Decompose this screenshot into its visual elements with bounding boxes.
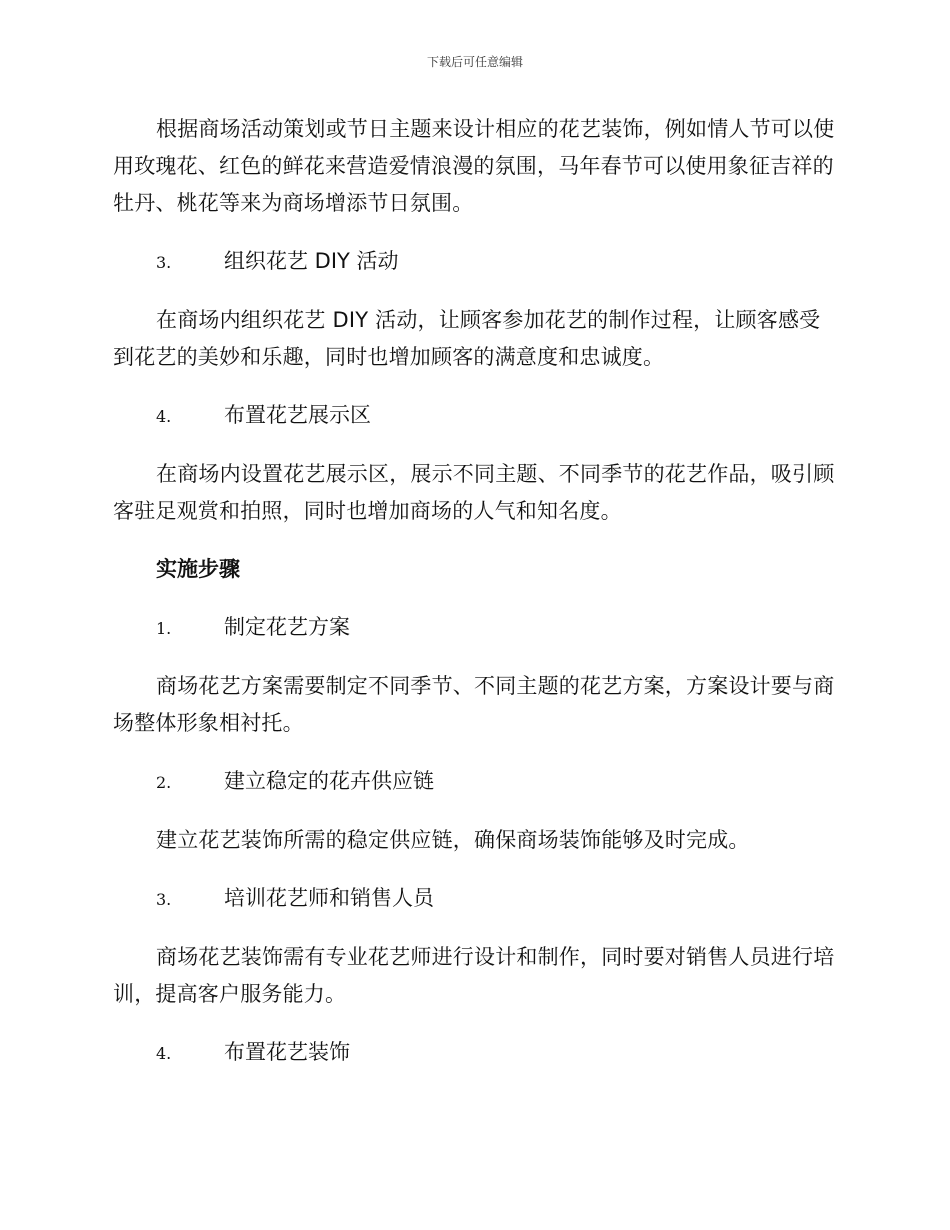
paragraph-diy-activity: 在商场内组织花艺 DIY 活动，让顾客参加花艺的制作过程，让顾客感受到花艺的美妙和乐趣，同时也增加顾客的满意度和忠诚度。 xyxy=(113,308,821,369)
paragraph-supply-chain: 建立花艺装饰所需的稳定供应链，确保商场装饰能够及时完成。 xyxy=(156,828,750,852)
list-number: 1. xyxy=(156,619,172,638)
list-number: 3. xyxy=(156,253,172,272)
list-item-label: 培训花艺师和销售人员 xyxy=(224,886,434,910)
list-item-display-area xyxy=(156,397,838,435)
list-number: 2. xyxy=(156,773,172,792)
list-item-label: 制定花艺方案 xyxy=(224,615,350,639)
section-heading-implementation: 实施步骤 xyxy=(156,557,240,581)
list-number: 3. xyxy=(156,890,172,909)
list-item-label: 布置花艺展示区 xyxy=(224,403,371,427)
list-item-plan xyxy=(156,609,838,647)
list-item-decoration xyxy=(156,1034,838,1072)
list-number: 4. xyxy=(156,1044,172,1063)
list-item-label: 组织花艺 DIY 活动 xyxy=(224,249,399,273)
paragraph-display-area: 在商场内设置花艺展示区，展示不同主题、不同季节的花艺作品，吸引顾客驻足观赏和拍照，同时也增加商场的人气和知名度。 xyxy=(113,462,835,523)
list-item-training xyxy=(156,880,838,918)
page-header: 下载后可任意编辑 xyxy=(426,55,523,69)
list-item-label: 建立稳定的花卉供应链 xyxy=(224,769,434,793)
list-number: 4. xyxy=(156,407,172,426)
paragraph-theme-design: 根据商场活动策划或节日主题来设计相应的花艺装饰，例如情人节可以使用玫瑰花、红色的鲜花来营造爱情浪漫的氛围，马年春节可以使用象征吉祥的牡丹、桃花等来为商场增添节日氛围。 xyxy=(113,117,835,215)
list-item-label: 布置花艺装饰 xyxy=(224,1040,350,1064)
paragraph-plan: 商场花艺方案需要制定不同季节、不同主题的花艺方案，方案设计要与商场整体形象相衬托。 xyxy=(113,674,835,735)
list-item-supply-chain xyxy=(156,763,838,801)
paragraph-training: 商场花艺装饰需有专业花艺师进行设计和制作，同时要对销售人员进行培训，提高客户服务能力。 xyxy=(113,945,835,1006)
document-body xyxy=(113,111,838,1093)
list-item-diy-activity xyxy=(156,243,838,281)
